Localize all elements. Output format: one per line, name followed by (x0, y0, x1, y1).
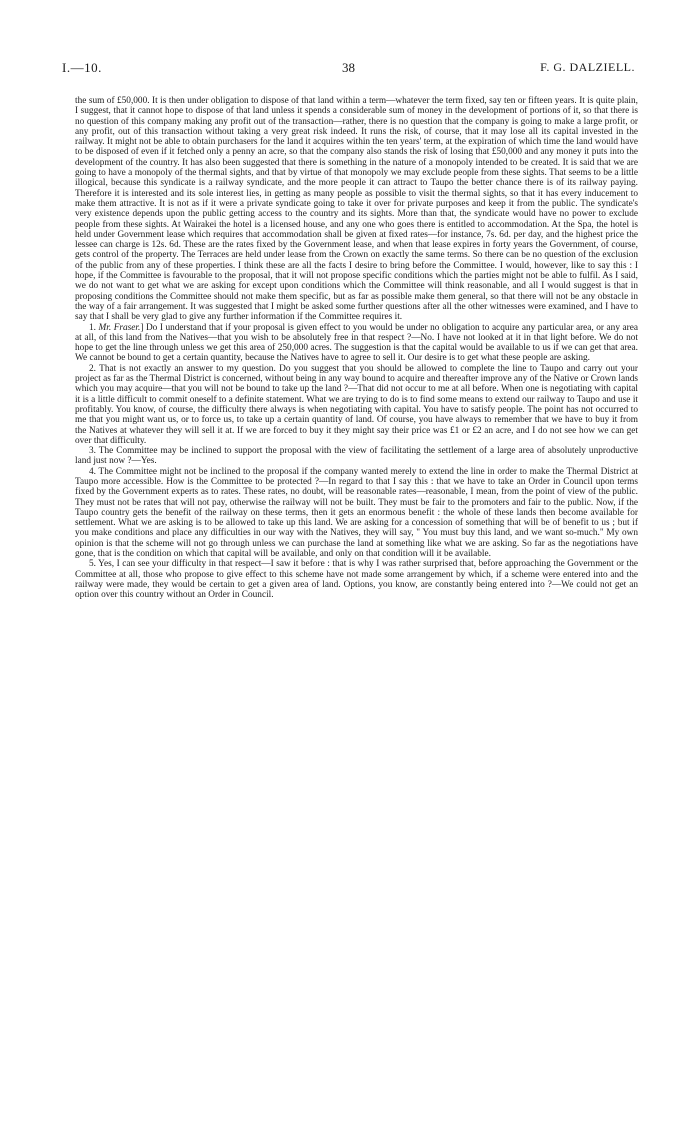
witness-name: F. G. DALZIELL. (540, 60, 635, 74)
question-1-text: ] Do I understand that if your proposal is given effect to you would be under no obligation to acquire any particular area, or any area at all, of this land from the Natives—that you wish to be absolutely free in that respect ?—No. I have not looked at it in that light before. We do not hope to get the line through unless we get this area of 250,000 acres. The suggestion is that the capital would be available to us if we can get that area. We cannot be bound to get a certain quantity, because the Natives have to agree to sell it. Our desire is to get what these people are asking. (75, 322, 638, 364)
question-2: 2. That is not exactly an answer to my question. Do you suggest that you should be allowed to complete the line to Taupo and carry out your project as far as the Thermal District is concerned, without being in any way bound to acquire and thereafter improve any of the Native or Crown lands which you may acquire—that you will not be bound to take up the land ?—That did not occur to me at all before. When one is negotiating with capital it is a little difficult to commit oneself to a definite statement. What we are trying to do is to find some means to extend our railway to Taupo and use it profitably. You know, of course, the difficulty there always is when negotiating with capital. You have to satisfy people. The point has not occurred to me that you might want us, or to force us, to take up a certain quantity of land. Of course, you have always to remember that we have to buy it from the Natives at whatever they will sell it at. If we are forced to buy it they might say their price was £1 or £2 an acre, and I do not see how we can get over that difficulty. (75, 363, 638, 446)
question-3: 3. The Committee may be inclined to support the proposal with the view of facilitating the settlement of a large area of absolutely unproductive land just now ?—Yes. (75, 446, 638, 467)
page-header (62, 60, 635, 80)
question-1-number: 1. (89, 322, 96, 333)
page-number: 38 (342, 60, 355, 75)
intro-paragraph: the sum of £50,000. It is then under obligation to dispose of that land within a term—whatever the term fixed, say ten or fifteen years. It is quite plain, I suggest, that it cannot hope to dispose of that land unless it spends a considerable sum of money in the development of portions of it, so that there is no question of this company making any profit out of the transaction—rather, there is no question that the company is going to make a large profit, or any profit, out of this transaction without taking a very great risk indeed. It runs the risk, of course, that it may lose all its capital invested in the railway. It might not be able to obtain purchasers for the land it acquires within the ten years' term, at the expiration of which time the land would have to be disposed of even if it fetched only a penny an acre, so that the company also stands the risk of losing that £50,000 and any money it puts into the development of the country. It has also been suggested that there is something in the nature of a monopoly intended to be created. It is said that we are going to have a monopoly of the thermal sights, and that by virtue of that monopoly we may exclude people from these sights. That seems to be a little illogical, because this syndicate is a railway syndicate, and the more people it can attract to Taupo the better chance there is of its railway paying. Therefore it is interested and its sole interest lies, in getting as many people as possible to visit the thermal sights, so that it has every inducement to make them attractive. It is not as if it were a private syndicate going to take it over for private purposes and keep it from the public. The syndicate's very existence depends upon the public getting access to the country and its sights. More than that, the syndicate would have no power to exclude people from these sights. At Wairakei the hotel is a licensed house, and any one who goes there is entitled to accommodation. At the Spa, the hotel is held under Government lease which requires that accommodation shall be given at fixed rates—for instance, 7s. 6d. per day, and the highest price the lessee can charge is 12s. 6d. These are the rates fixed by the Government lease, and when that lease expires in forty years the Government, of course, gets control of the property. The Terraces are held under lease from the Crown on exactly the same terms. So there can be no question of the exclusion of the public from any of these properties. I think these are all the facts I desire to bring before the Committee. I would, however, like to say this : I hope, if the Committee is favourable to the proposal, that it will not propose specific conditions which the parties might not be able to fulfil. As I said, we do not want to get what we are asking for except upon conditions which the Committee will think reasonable, and all I would suggest is that in proposing conditions the Committee should not make them specific, but as far as possible make them general, so that there will not be any obstacle in the way of a fair arrangement. It was suggested that I might be asked some further questions after all the other witnesses were examined, and I have to say that I shall be very glad to give any further information if the Committee requires it. (75, 96, 638, 323)
document-reference: I.—10. (62, 60, 102, 75)
question-4: 4. The Committee might not be inclined to the proposal if the company wanted merely to extend the line in order to make the Thermal District at Taupo more accessible. How is the Committee to be protected ?—In regard to that I say this : that we have to take an Order in Council upon terms fixed by the Government experts as to rates. These rates, no doubt, will be reasonable rates—reasonable, I mean, from the point of view of the public. They must not be rates that will not pay, otherwise the railway will not be built. They must be fair to the promoters and fair to the public. Now, if the Taupo country gets the benefit of the railway on these terms, then it gets an enormous benefit : the whole of these lands then become available for settlement. What we are asking is to be allowed to take up this land. We are asking for a concession of something that will be of benefit to us ; but if you make conditions and place any difficulties in our way with the Natives, they will say, " You must buy this land, and we want so-much." My own opinion is that the scheme will not go through unless we can purchase the land at something like what we are asking. So far as the negotiations have gone, that is the condition on which that capital will be available, and only on that condition will it be available. (75, 466, 638, 560)
question-1 (75, 323, 638, 364)
page-body (75, 96, 638, 601)
question-5: 5. Yes, I can see your difficulty in that respect—I saw it before : that is why I was rather surprised that, before approaching the Government or the Committee at all, those who propose to give effect to this scheme have not made some arrangement by which, if a scheme were entered into and the railway were made, they would be certain to get a given area of land. Options, you know, are constantly being entered into ?—We could not get an option over this country without an Order in Council. (75, 559, 638, 601)
question-1-speaker: Mr. Fraser. (98, 322, 141, 333)
